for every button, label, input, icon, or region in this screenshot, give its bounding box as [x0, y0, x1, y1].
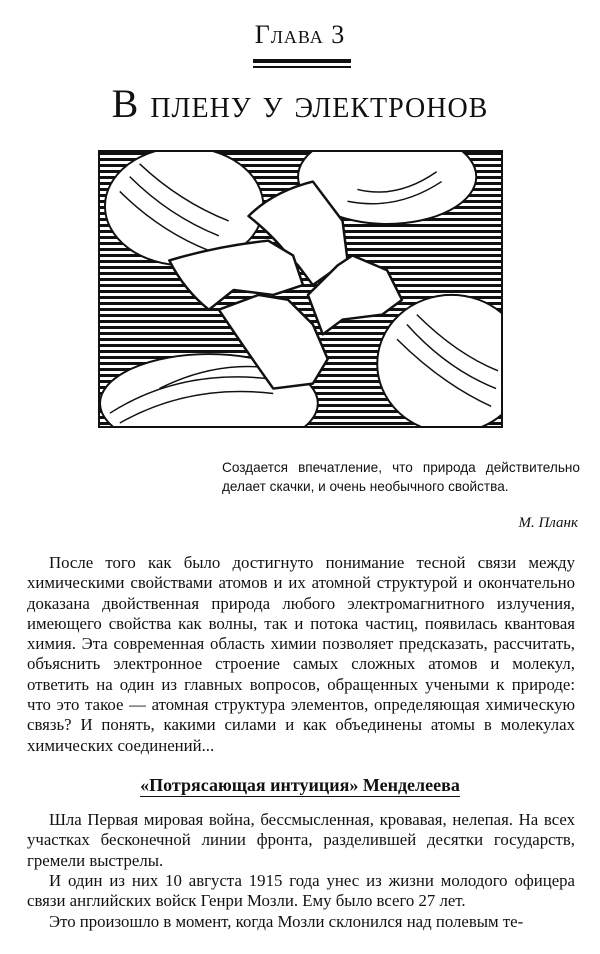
chapter-label: Глава 3: [254, 20, 346, 49]
intro-paragraph: После того как было достигнуто понимание тесной связи между химическими свойствами атомов и их атомной структурой и окончательно доказана двойственная природа любого электромагнитного излучения, имеющего свойства как волны, так и потока частиц, появилась квантовая химия. Эта современная область химии позволяет предсказать, рассчитать, объяснить электронное строение самых сложных атомов и молекул, ответить на один из главных вопросов, обращенных учеными к природе: что это такое — атомная структура элементов, определяющая химическую связь? И понять, какими силами и как объединены атомы в молекулах химических соединений...: [27, 553, 575, 755]
body-paragraph: И один из них 10 августа 1915 года унес из жизни молодого офицера связи английских войск Генри Мозли. Ему было всего 27 лет.: [27, 871, 575, 911]
epigraph-text: Создается впечатление, что природа действительно делает скачки, и очень необычного свойства.: [222, 460, 580, 494]
epigraph-author: М. Планк: [518, 515, 578, 531]
section-heading-text: «Потрясающая интуиция» Менделеева: [140, 775, 460, 795]
chapter-rule-thin: [253, 66, 351, 68]
body-paragraph: Шла Первая мировая война, бессмысленная, кровавая, нелепая. На всех участках бесконечной линии фронта, разделившей десятки государств, гремели выстрелы.: [27, 810, 575, 870]
chapter-rule-thick: [253, 59, 351, 63]
chapter-illustration: [98, 150, 503, 428]
chapter-title: В плену у электронов: [111, 81, 489, 126]
body-paragraph: Это произошло в момент, когда Мозли склонился над полевым те-: [49, 912, 524, 931]
section-heading: [0, 775, 600, 796]
interlocked-hands-icon: [100, 152, 501, 426]
